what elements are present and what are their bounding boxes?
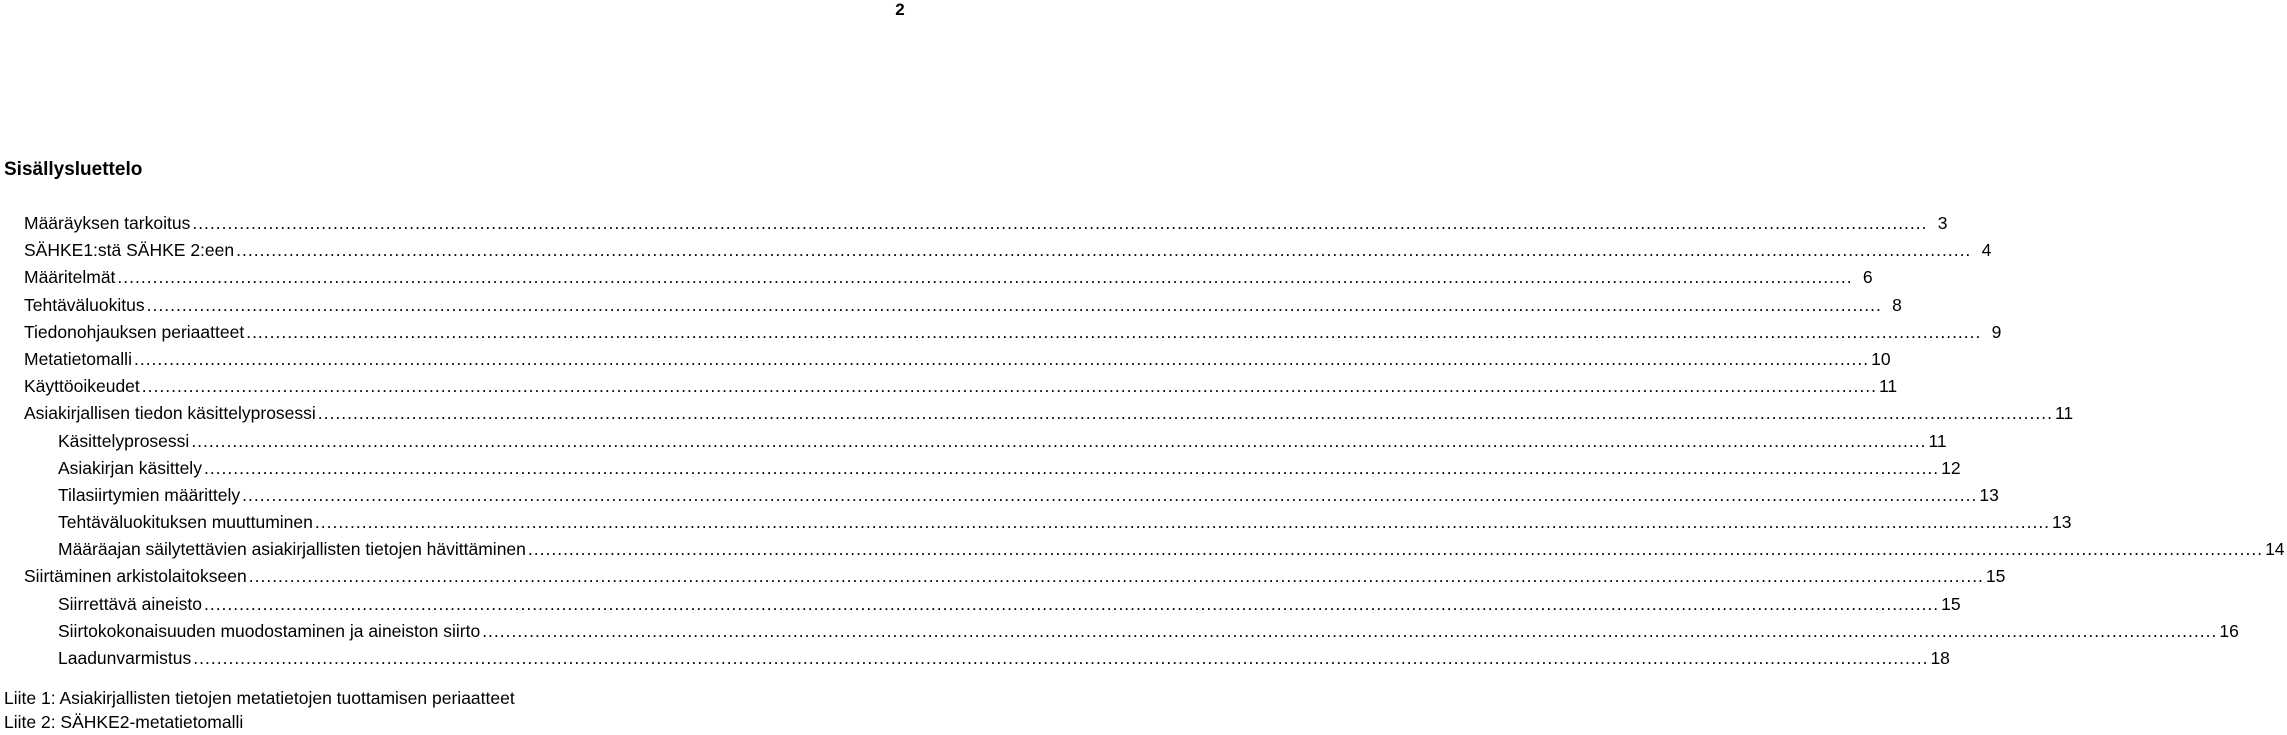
toc-entry-page: 9: [1991, 321, 2002, 342]
toc-entry-page: 11: [1928, 430, 1947, 451]
toc-entry[interactable]: [24, 591, 1961, 618]
toc-entry[interactable]: [24, 237, 1992, 264]
appendix-list: [4, 686, 515, 734]
toc-dot-leader: [236, 237, 1971, 264]
toc-dot-leader: [242, 482, 1977, 509]
toc-entry-label: Käsittelyprosessi: [58, 430, 190, 451]
toc-entry[interactable]: [24, 264, 1873, 291]
toc-entry[interactable]: [24, 455, 1961, 482]
toc-dot-leader: [193, 645, 1928, 672]
toc-entry-label: Määritelmät: [24, 267, 116, 288]
appendix-item[interactable]: Liite 1: Asiakirjallisten tietojen metatietojen tuottamisen periaatteet: [4, 688, 515, 708]
toc-entry-page: 4: [1981, 240, 1992, 261]
toc-dot-leader: [147, 292, 1882, 319]
toc-entry[interactable]: [24, 346, 1891, 373]
toc-entry[interactable]: [24, 482, 1999, 509]
toc-entry-page: 3: [1937, 213, 1948, 233]
toc-entry-page: 12: [1941, 457, 1961, 478]
toc-entry[interactable]: [24, 400, 2074, 427]
toc-dot-leader: [249, 563, 1984, 590]
toc-entry-label: Metatietomalli: [24, 348, 132, 369]
toc-entry-page: 15: [1941, 593, 1961, 614]
toc-dot-leader: [318, 400, 2053, 427]
toc-entry-page: 14: [2265, 539, 2285, 560]
page-number: 2: [895, 0, 905, 19]
toc-entry-page: 13: [1979, 484, 1999, 505]
toc-entry[interactable]: [24, 509, 2072, 536]
toc-dot-leader: [315, 509, 2050, 536]
toc-entry[interactable]: [24, 292, 1902, 319]
toc-entry[interactable]: [24, 563, 2006, 590]
toc-entry[interactable]: [24, 428, 1947, 455]
toc-entry-page: 18: [1930, 648, 1950, 668]
toc-entry-label: Määräajan säilytettävien asiakirjallisten tietojen hävittäminen: [58, 539, 526, 560]
toc-dot-leader: [204, 591, 1939, 618]
toc-entry-page: 6: [1862, 267, 1873, 288]
toc-dot-leader: [528, 536, 2263, 563]
toc-entry-label: Siirrettävä aineisto: [58, 593, 202, 614]
toc-dot-leader: [204, 455, 1939, 482]
toc-entry-label: Siirtokokonaisuuden muodostaminen ja aineiston siirto: [58, 620, 481, 641]
toc-entry[interactable]: [24, 645, 1950, 672]
toc-dot-leader: [246, 319, 1981, 346]
toc-dot-leader: [192, 210, 1927, 237]
toc-entry[interactable]: [24, 536, 2285, 563]
toc-entry-page: 13: [2052, 512, 2072, 533]
toc-entry[interactable]: [24, 210, 1948, 237]
toc-entry-label: Käyttöoikeudet: [24, 376, 140, 397]
toc-title: Sisällysluettelo: [4, 159, 143, 180]
toc-entry-page: 11: [1878, 376, 1898, 397]
toc-dot-leader: [117, 264, 1852, 291]
toc-entry-label: Siirtäminen arkistolaitokseen: [24, 566, 247, 587]
toc-entry-page: 8: [1892, 294, 1902, 315]
toc-entry[interactable]: [24, 373, 1898, 400]
toc-entry-label: Tehtäväluokituksen muuttuminen: [58, 512, 313, 533]
toc-entry-page: 16: [2219, 620, 2239, 641]
toc-entry-label: Tilasiirtymien määrittely: [58, 484, 241, 505]
table-of-contents: [24, 210, 2285, 672]
toc-entry-label: Tiedonohjauksen periaatteet: [24, 321, 245, 342]
toc-entry[interactable]: [24, 618, 2239, 645]
toc-entry-page: 10: [1871, 348, 1891, 369]
toc-entry-label: Asiakirjallisen tiedon käsittelyprosessi: [24, 403, 316, 424]
toc-entry[interactable]: [24, 319, 2002, 346]
toc-entry-label: Tehtäväluokitus: [24, 294, 145, 315]
toc-dot-leader: [134, 346, 1869, 373]
toc-entry-label: Asiakirjan käsittely: [58, 457, 202, 478]
toc-entry-page: 11: [2054, 403, 2074, 424]
toc-dot-leader: [191, 428, 1926, 455]
toc-dot-leader: [482, 618, 2217, 645]
toc-dot-leader: [142, 373, 1877, 400]
toc-entry-label: Määräyksen tarkoitus: [24, 213, 191, 233]
toc-entry-label: SÄHKE1:stä SÄHKE 2:een: [24, 240, 235, 261]
toc-entry-label: Laadunvarmistus: [58, 648, 192, 668]
toc-entry-page: 15: [1985, 566, 2006, 587]
appendix-item[interactable]: Liite 2: SÄHKE2-metatietomalli: [4, 712, 244, 732]
